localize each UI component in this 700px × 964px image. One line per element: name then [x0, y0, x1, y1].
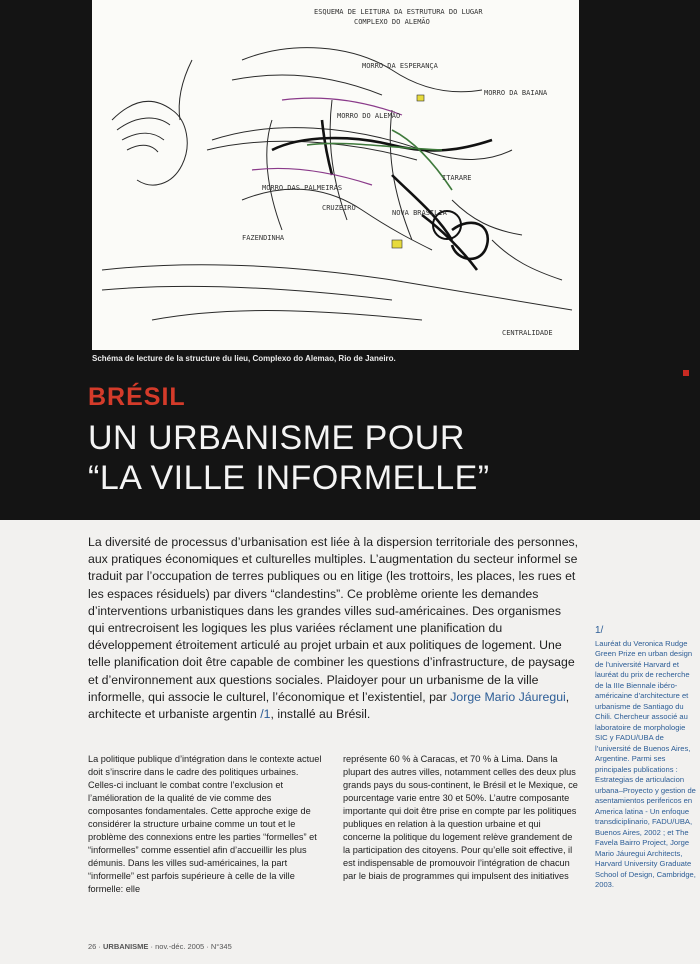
figure-caption: Schéma de lecture de la structure du lieu, Complexo do Alemao, Rio de Janeiro. [92, 354, 396, 363]
sidenote-number: 1/ [595, 625, 604, 636]
sketch-label-morro-do-alemao: MORRO DO ALEMÃO [337, 112, 401, 120]
issue-info: nov.-déc. 2005 · N°345 [155, 942, 232, 951]
body-column-2: représente 60 % à Caracas, et 70 % à Lima. Dans la plupart des autres villes, notamment celles des deux plus grands pays du sous-continent, le Brésil et le Mexique, ce pourcentage varie entre 30 et 50%. L’autre composante importante qui doit être prise en compte par les politiques publiques en relation à la question urbaine et qui concerne la politique du logement relève grandement de la participation des citoyens. Pour qu’elle soit effective, il est indispensable de promouvoir l’intégration de chacun par le biais de programmes qui impulsent des initiatives [343, 754, 578, 881]
sketch-label-cruzeiro: CRUZEIRO [322, 204, 356, 212]
page-number: 26 [88, 942, 97, 951]
sketch-label-morro-da-esperanca: MORRO DA ESPERANÇA [362, 62, 438, 70]
sketch-label-itarare: ITARARE [442, 174, 472, 182]
sketch-title-line1: ESQUEMA DE LEITURA DA ESTRUTURA DO LUGAR [314, 8, 483, 16]
lead-text-2: , architecte et urbaniste argentin [88, 689, 570, 722]
sketch-figure [92, 0, 579, 350]
lead-paragraph [88, 534, 580, 723]
sketch-label-morro-da-baiana: MORRO DA BAIANA [484, 89, 548, 97]
magazine-name: URBANISME [103, 942, 149, 951]
sketch-label-morro-das-palmeiras: MORRO DAS PALMEIRAS [262, 184, 343, 192]
headline-line1: UN URBANISME POUR [88, 419, 465, 457]
lead-text-3: , installé au Brésil. [270, 707, 371, 722]
page-footer: 26 · URBANISME · nov.-déc. 2005 · N°345 [88, 942, 232, 951]
sketch-label-nova-brasilia: NOVA BRASILIA [392, 209, 447, 217]
sketch-label-centralidade: CENTRALIDADE [502, 329, 553, 337]
sidenote-text: Lauréat du Veronica Rudge Green Prize en urban design de l’université Harvard et lauréat du prix de recherche de la IIIe Biennale ibéro-américaine d’architecture et urbanisme de Santiago du Chili. Chercheur associé au laboratoire de morphologie SIC y FADU/UBA de l’université de Buenos Aires, Argentine. Parmi ses principales publications : Estrategias de articulacion urbana–Proyecto y gestion de asentamientos perifericos en America latina - Un enfoque transdiciplinario, FADU/UBA, Buenos Aires, 2002 ; et The Favela Bairro Project, Jorge Mario Jáuregui Architects, Harvard University Graduate School of Design, Cambridge, 2003. [595, 638, 696, 889]
sidenote [595, 626, 697, 891]
article-kicker: BRÉSIL [88, 383, 186, 411]
headline-line2: “LA VILLE INFORMELLE” [88, 459, 490, 497]
body-column-1: La politique publique d’intégration dans le contexte actuel doit s’inscrire dans le cadre des politiques urbaines. Celles-ci incluant le combat contre l’exclusion et l’amélioration de la qualité de vie comme des composantes fondamentales. Cette approche exige de considérer la structure urbaine comme un tout et le problème des connexions entre les parties “formelles” et “informelles” comme essentiel afin d’accueillir les plus démunis. Dans les villes sud-américaines, la part “informelle” est parfois supérieure à celle de la ville formelle: elle [88, 754, 322, 894]
footnote-ref[interactable]: /1 [260, 707, 271, 722]
sketch-label-fazendinha: FAZENDINHA [242, 234, 285, 242]
decorative-red-square [683, 370, 689, 376]
sketch-title-line2: COMPLEXO DO ALEMÃO [354, 18, 430, 26]
author-name: Jorge Mario Jáuregui [450, 689, 566, 704]
article-headline [88, 418, 490, 498]
urban-sketch-drawing [92, 0, 579, 350]
lead-text: La diversité de processus d’urbanisation est liée à la dispersion territoriale des personnes, aux pratiques économiques et culturelles multiples. L’augmentation du secteur informel se traduit par l’occupation de terres publiques ou en litige (les trottoirs, les places, les rues et les espaces résiduels) par divers “clandestins”. Ce problème oriente les demandes d’interventions urbanistiques dans les grandes villes sud-américaines. Des organismes qui entrecroisent les logiques les plus variées réclament une planification du développement étroitement articulé au projet urbain et aux politiques de logement. Une telle planification doit être capable de combiner les questions d’infrastructure, de paysage et d’environnement aux questions sociales. Plaidoyer pour un urbanisme de la ville informelle, qui associe le culturel, l’économique et l’existentiel, par [88, 535, 579, 704]
